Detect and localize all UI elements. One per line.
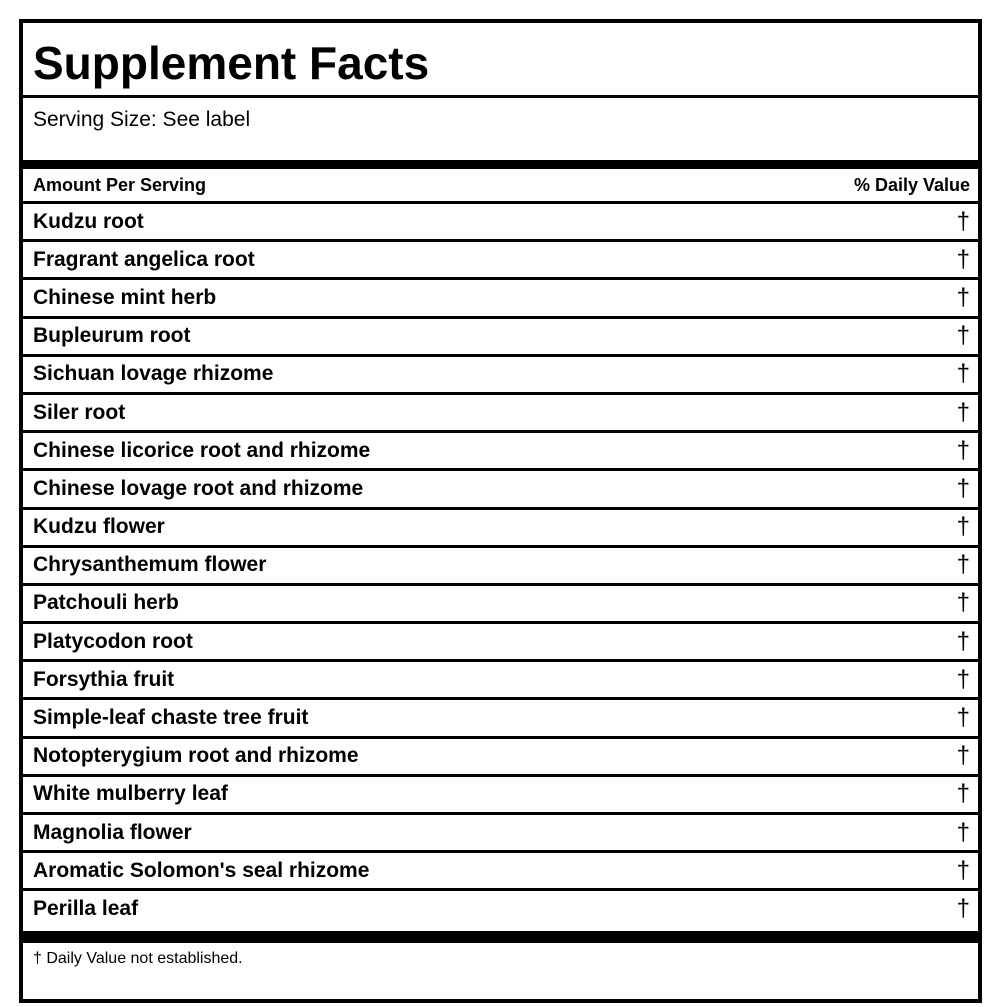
ingredient-row — [23, 700, 978, 738]
ingredient-name: Siler root — [33, 400, 126, 424]
ingredient-row — [23, 319, 978, 357]
daily-value-dagger: † — [956, 245, 970, 273]
daily-value-dagger: † — [956, 780, 970, 808]
supplement-facts-label — [19, 19, 982, 1003]
ingredient-name: Chinese lovage root and rhizome — [33, 476, 364, 500]
ingredient-row — [23, 548, 978, 586]
ingredient-row — [23, 510, 978, 548]
ingredient-row — [23, 624, 978, 662]
ingredient-name: Aromatic Solomon's seal rhizome — [33, 858, 370, 882]
daily-value-dagger: † — [956, 742, 970, 770]
footnote: † Daily Value not established. — [33, 950, 243, 967]
ingredient-row — [23, 739, 978, 777]
ingredient-row — [23, 662, 978, 700]
ingredient-name: White mulberry leaf — [33, 782, 228, 806]
daily-value-dagger: † — [956, 436, 970, 464]
ingredient-row — [23, 891, 978, 926]
daily-value-dagger: † — [956, 665, 970, 693]
ingredient-row — [23, 777, 978, 815]
ingredient-name: Fragrant angelica root — [33, 247, 255, 271]
ingredient-row — [23, 395, 978, 433]
label-title: Supplement Facts — [23, 23, 978, 98]
ingredient-name: Bupleurum root — [33, 324, 191, 348]
ingredient-name: Chrysanthemum flower — [33, 553, 267, 577]
daily-value-dagger: † — [956, 818, 970, 846]
daily-value-dagger: † — [956, 551, 970, 579]
daily-value-dagger: † — [956, 627, 970, 655]
daily-value-dagger: † — [956, 360, 970, 388]
ingredient-row — [23, 280, 978, 318]
ingredient-row — [23, 242, 978, 280]
ingredient-row — [23, 433, 978, 471]
ingredient-row — [23, 586, 978, 624]
column-header-row — [23, 169, 978, 204]
ingredient-name: Sichuan lovage rhizome — [33, 362, 274, 386]
daily-value-dagger: † — [956, 513, 970, 541]
ingredient-name: Chinese mint herb — [33, 285, 217, 309]
daily-value-dagger: † — [956, 207, 970, 235]
ingredient-row — [23, 357, 978, 395]
ingredient-list — [23, 204, 978, 943]
ingredient-name: Kudzu flower — [33, 515, 165, 539]
ingredient-name: Platycodon root — [33, 629, 193, 653]
daily-value-dagger: † — [956, 398, 970, 426]
daily-value-dagger: † — [956, 894, 970, 922]
ingredient-row — [23, 471, 978, 509]
ingredient-row — [23, 815, 978, 853]
daily-value-dagger: † — [956, 474, 970, 502]
daily-value-header: % Daily Value — [853, 174, 970, 195]
ingredient-name: Kudzu root — [33, 209, 144, 233]
daily-value-dagger: † — [956, 856, 970, 884]
ingredient-name: Perilla leaf — [33, 896, 139, 920]
ingredient-name: Forsythia fruit — [33, 667, 175, 691]
ingredient-name: Chinese licorice root and rhizome — [33, 438, 371, 462]
ingredient-name: Magnolia flower — [33, 820, 192, 844]
daily-value-dagger: † — [956, 283, 970, 311]
daily-value-dagger: † — [956, 589, 970, 617]
ingredient-row — [23, 204, 978, 242]
ingredient-name: Simple-leaf chaste tree fruit — [33, 706, 309, 730]
daily-value-dagger: † — [956, 322, 970, 350]
serving-size: Serving Size: See label — [23, 98, 978, 169]
ingredient-name: Patchouli herb — [33, 591, 179, 615]
ingredient-name: Notopterygium root and rhizome — [33, 744, 359, 768]
amount-per-serving-header: Amount Per Serving — [33, 174, 207, 195]
ingredient-row — [23, 853, 978, 891]
daily-value-dagger: † — [956, 704, 970, 732]
